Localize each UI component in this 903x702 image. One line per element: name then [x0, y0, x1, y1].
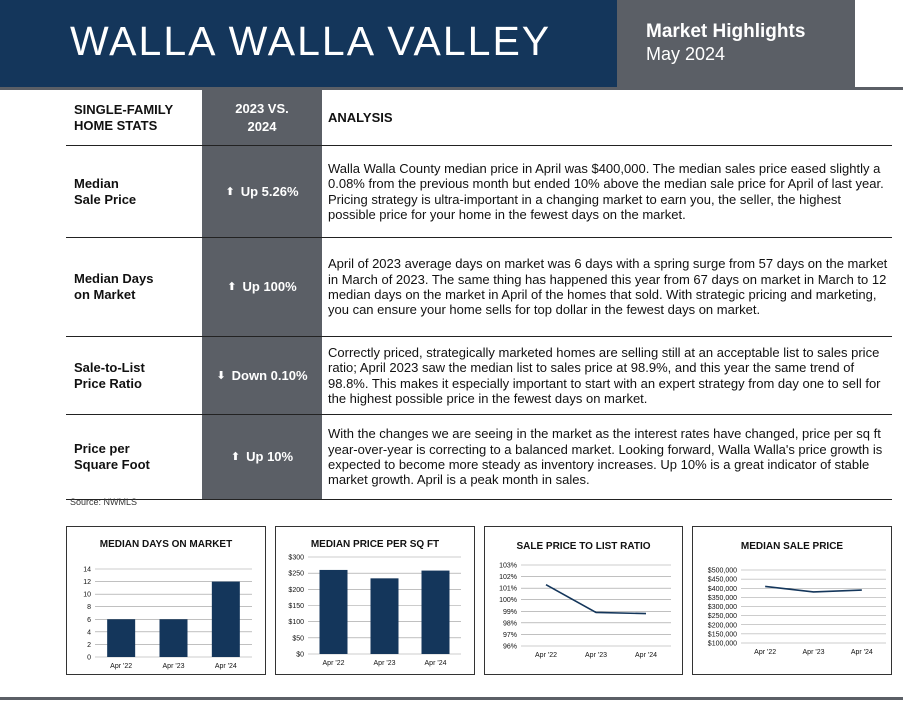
region-title: WALLA WALLA VALLEY: [70, 18, 552, 64]
stat-change-value: Up 100%: [242, 279, 297, 294]
chart-median-days-svg: [67, 527, 265, 674]
arrow-up-icon: ⬆: [230, 451, 241, 463]
y-tick-label: 100%: [499, 597, 517, 605]
stat-analysis-text: With the changes we are seeing in the market as the interest rates have changed, price per sq ft year-over-year is correcting to a balanced market. Looking forward, Walla Walla's price growth is expected to become more steady as inventory increases. Up 10% is a great indicator of stable market growth. April is a peak month in sales.: [328, 426, 883, 488]
chart-median-sale-price: [692, 526, 892, 675]
header-home-stats-line1: SINGLE-FAMILY: [74, 101, 174, 117]
stat-analysis-text: April of 2023 average days on market was 6 days with a spring surge from 57 days on the market in March of 2023. The same thing has happened this year from 67 days on market in March to 12 median days on the market in April of the homes that sold. With strategic pricing and marketing, you can ensure your home sells for top dollar in the fewest days on market.: [328, 256, 888, 318]
y-tick-label: $400,000: [707, 585, 737, 593]
stat-label: [66, 238, 210, 336]
x-tick-label: Apr '22: [322, 660, 345, 667]
stat-change: [202, 238, 322, 336]
x-tick-label: Apr '23: [373, 660, 396, 667]
stat-label-line1: Median Days: [74, 271, 154, 286]
stat-label: [66, 146, 210, 237]
header-home-stats: [66, 90, 210, 145]
table-header-row: [66, 90, 892, 146]
chart-title: MEDIAN PRICE PER SQ FT: [310, 539, 440, 550]
y-tick-label: 97%: [502, 631, 517, 639]
y-tick-label: $0: [296, 651, 304, 659]
stat-label-line1: Median: [74, 175, 119, 191]
x-tick-label: Apr '22: [535, 652, 557, 659]
series-line: [765, 586, 862, 591]
y-tick-label: 96%: [502, 643, 517, 651]
stat-change: [202, 337, 322, 414]
arrow-up-icon: ⬆: [227, 281, 237, 293]
stat-change-value: Down 0.10%: [231, 367, 308, 383]
header-comparison: [202, 90, 322, 145]
chart-title: MEDIAN SALE PRICE: [740, 541, 844, 552]
table-row: [66, 337, 892, 415]
stat-label-line2: Square Foot: [74, 457, 150, 472]
stat-change-value: Up 5.26%: [240, 183, 299, 199]
stat-analysis: [328, 146, 892, 237]
y-tick-label: 10: [83, 591, 91, 599]
report-date: May 2024: [646, 44, 726, 64]
header-banner: [0, 0, 617, 87]
stat-change-value: Up 10%: [246, 449, 294, 464]
series-line: [546, 585, 646, 614]
x-tick-label: Apr '24: [635, 652, 657, 659]
y-tick-label: 12: [83, 579, 91, 587]
highlights-label: Market Highlights: [646, 21, 806, 42]
y-tick-label: $150: [288, 603, 304, 610]
header-analysis: ANALYSIS: [328, 109, 393, 125]
y-tick-label: 8: [87, 604, 91, 612]
header-comparison-line2: 2024: [247, 118, 277, 134]
x-tick-label: Apr '24: [424, 660, 447, 667]
y-tick-label: 102%: [499, 574, 517, 582]
y-tick-label: 98%: [502, 620, 517, 628]
y-tick-label: $350,000: [707, 594, 737, 602]
y-tick-label: $200,000: [707, 622, 737, 630]
stat-label-line1: Sale-to-List: [74, 359, 145, 375]
stat-change: [202, 415, 322, 499]
chart-median-sale-price-svg: [693, 527, 891, 674]
bar: [320, 570, 348, 654]
chart-sale-to-list-svg: [485, 527, 682, 674]
x-tick-label: Apr '23: [585, 652, 607, 659]
stat-change: [202, 146, 322, 237]
stat-analysis: [328, 415, 892, 499]
x-tick-label: Apr '23: [162, 663, 185, 670]
chart-price-per-sqft: [275, 526, 475, 675]
table-row: [66, 238, 892, 337]
x-tick-label: Apr '22: [110, 663, 133, 670]
chart-title: MEDIAN DAYS ON MARKET: [99, 539, 233, 550]
y-tick-label: $250: [288, 570, 304, 578]
stat-analysis: [328, 238, 892, 336]
stats-table: [66, 90, 892, 500]
x-tick-label: Apr '22: [754, 649, 777, 656]
y-tick-label: 2: [87, 641, 91, 649]
y-tick-label: $300,000: [707, 604, 737, 611]
stat-label-line1: Price per: [74, 441, 130, 456]
arrow-up-icon: ⬆: [225, 185, 235, 198]
chart-price-per-sqft-svg: [276, 527, 474, 674]
y-tick-label: 99%: [502, 608, 517, 616]
stat-label-line2: Sale Price: [74, 191, 137, 207]
chart-median-days: [66, 526, 266, 675]
footer-divider: [0, 697, 903, 700]
arrow-down-icon: ⬇: [216, 369, 226, 382]
stat-label: [66, 337, 210, 414]
header-comparison-line1: 2023 VS.: [235, 100, 289, 116]
y-tick-label: $450,000: [707, 576, 737, 584]
stat-label: [66, 415, 210, 499]
stat-label-line2: Price Ratio: [74, 375, 142, 391]
bar: [371, 578, 399, 654]
x-tick-label: Apr '24: [850, 649, 873, 656]
table-row: [66, 146, 892, 238]
y-tick-label: 0: [87, 654, 91, 662]
y-tick-label: $50: [292, 635, 304, 643]
stat-label-line2: on Market: [74, 287, 136, 302]
y-tick-label: $100: [288, 619, 304, 627]
highlights-box: [617, 0, 855, 87]
stat-analysis-text: Walla Walla County median price in April was $400,000. The median sales price eased slightly a 0.08% from the previous month but ended 10% above the median sale price for April of last year. Pricing strategy is ultra-important in a changing market to earn you, the seller, the highest possible price for your home in the fewest days on the market.: [328, 160, 884, 222]
y-tick-label: 14: [83, 566, 91, 574]
y-tick-label: 103%: [499, 562, 517, 570]
bar: [422, 571, 450, 654]
x-tick-label: Apr '24: [214, 663, 237, 670]
stat-analysis-text: Correctly priced, strategically marketed homes are selling still at an acceptable list to sales price ratio; April 2023 saw the median list to sales price at 98.9%, and this year the same trend of 98.8%. This makes it especially important to start with an expert strategy from day one to sell for the highest possible price in the fewest days on market.: [328, 344, 881, 406]
y-tick-label: $150,000: [707, 631, 737, 639]
stat-analysis: [328, 337, 892, 414]
y-tick-label: $200: [288, 586, 304, 594]
y-tick-label: $300: [288, 554, 304, 562]
source-note: Source: NWMLS: [70, 497, 138, 507]
y-tick-label: $500,000: [707, 567, 737, 575]
bar: [160, 619, 188, 657]
table-row: [66, 415, 892, 500]
y-tick-label: $250,000: [707, 613, 737, 621]
bar: [107, 619, 135, 657]
chart-title: SALE PRICE TO LIST RATIO: [516, 541, 651, 552]
y-tick-label: 4: [87, 629, 91, 637]
x-tick-label: Apr '23: [802, 649, 825, 656]
chart-sale-to-list: [484, 526, 683, 675]
y-tick-label: $100,000: [707, 640, 737, 648]
y-tick-label: 6: [87, 616, 91, 624]
bar: [212, 582, 240, 657]
header-home-stats-line2: HOME STATS: [74, 117, 158, 133]
y-tick-label: 101%: [499, 585, 517, 593]
